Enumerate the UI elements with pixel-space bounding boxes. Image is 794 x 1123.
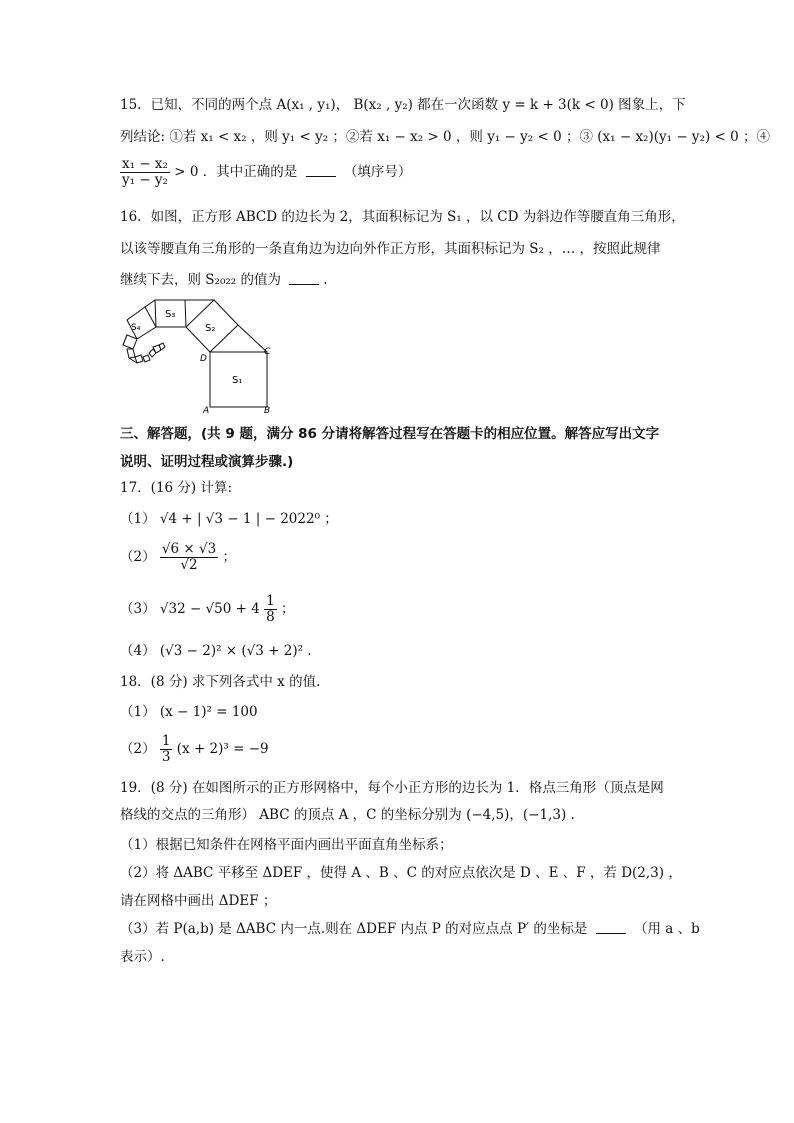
label-s4: S₄ [131, 323, 141, 333]
q15-line3-end: （填序号） [343, 164, 412, 180]
q17-part3-num: 1 [266, 593, 275, 609]
q18-title: 18．(8 分) 求下列各式中 x 的值. [120, 674, 321, 690]
squares-spiral-figure [115, 295, 285, 415]
q17-part2-fraction [160, 542, 218, 573]
spiral-square-11 [159, 343, 165, 350]
q17-part2-end: ； [222, 549, 236, 565]
label-c: C [264, 347, 271, 357]
q16-line3-text: 继续下去，则 S₂₀₂₂ 的值为 [120, 272, 281, 288]
q17-part2-den: √2 [180, 557, 198, 573]
q15-frac-num: x₁ − x₂ [120, 157, 170, 173]
q18-part2 [120, 734, 269, 765]
q17-part3-fraction [264, 594, 277, 625]
q19-part3-end: （用 a 、b [634, 921, 700, 937]
label-b: B [264, 406, 271, 415]
q15-fraction [120, 157, 170, 188]
q16-line1: 16．如图，正方形 ABCD 的边长为 2，其面积标记为 S₁ ，以 CD 为斜边作等腰直角三角形， [120, 209, 685, 225]
q18-part2-tail: (x + 2)³ = −9 [176, 741, 269, 757]
q16-line3-end: . [323, 272, 328, 288]
q19-part2-line1: （2）将 ΔABC 平移至 ΔDEF ，使得 A 、B 、C 的对应点依次是 D 、E 、F ，若 D(2,3) ， [120, 865, 682, 881]
q19-line2: 格线的交点的三角形） ABC 的顶点 A ，C 的坐标分别为 (−4,5)，(−1,3) . [120, 807, 575, 823]
spiral-square-8 [143, 355, 150, 362]
q16-line3 [120, 270, 328, 290]
q15-line3-text: > 0 ．其中正确的是 [174, 164, 298, 180]
q18-part1: （1） (x − 1)² = 100 [120, 704, 258, 720]
q17-part3-den: 8 [266, 609, 275, 625]
q19-answer-blank[interactable] [596, 921, 626, 934]
q16-answer-blank[interactable] [289, 272, 319, 285]
q19-part3-tail: 表示）. [120, 949, 165, 965]
q15-answer-blank[interactable] [306, 164, 336, 177]
q17-part3 [120, 594, 295, 625]
spiral-square-7 [135, 355, 143, 363]
q17-part1: （1） √4 + | √3 − 1 | − 2022⁰ ； [120, 511, 338, 527]
label-s2: S₂ [205, 323, 216, 334]
q19-line1: 19．(8 分) 在如图所示的正方形网格中，每个小正方形的边长为 1．格点三角形（顶点是网 [120, 780, 664, 796]
q19-part3-text: （3）若 P(a,b) 是 ΔABC 内一点.则在 ΔDEF 内点 P 的对应点点 P′ 的坐标是 [120, 921, 588, 937]
spiral-square-5 [123, 335, 137, 349]
section3-heading-line1: 三、解答题，(共 9 题，满分 86 分请将解答过程写在答题卡的相应位置。解答应写出文字 [120, 426, 660, 442]
label-a: A [203, 406, 210, 415]
q15-frac-den: y₁ − y₂ [122, 172, 168, 188]
q19-part2-line2: 请在网格中画出 ΔDEF ； [120, 893, 277, 909]
q16-line2: 以该等腰直角三角形的一条直角边为边向外作正方形，其面积标记为 S₂ ，… ，按照此规律 [120, 241, 661, 257]
section3-heading-line2: 说明、证明过程或演算步骤.) [120, 454, 294, 470]
q17-part2-num: √6 × √3 [161, 541, 217, 557]
q15-line3 [120, 157, 411, 188]
q15-line2: 列结论: ①若 x₁ < x₂ ，则 y₁ < y₂ ；②若 x₁ − x₂ > 0 ，则 y₁ − y₂ < 0 ；③ (x₁ − x₂)(y₁ − y₂) < 0 ；④ [120, 129, 771, 145]
label-s1: S₁ [232, 375, 243, 386]
q17-part3-end: ； [281, 601, 295, 617]
q19-part1: （1）根据已知条件在网格平面内画出平面直角坐标系； [120, 837, 453, 853]
q17-part4: （4） (√3 − 2)² × (√3 + 2)² . [120, 643, 312, 659]
label-s3: S₃ [165, 309, 176, 320]
q18-part2-label: （2） [120, 741, 156, 757]
spiral-square-6 [127, 349, 135, 358]
q17-part2-label: （2） [120, 549, 156, 565]
q17-part2 [120, 542, 236, 573]
q17-title: 17．(16 分) 计算: [120, 480, 233, 496]
q18-part2-fraction [160, 734, 173, 765]
q18-part2-den: 3 [161, 749, 171, 765]
label-d: D [200, 354, 207, 364]
q18-part2-num: 1 [161, 733, 171, 749]
q17-part3-label: （3） √32 − √50 + 4 [120, 601, 260, 617]
q15-line1: 15．已知，不同的两个点 A(x₁ , y₁)， B(x₂ , y₂) 都在一次函数 y = k + 3(k < 0) 图象上，下 [120, 97, 686, 113]
q19-part3 [120, 919, 700, 939]
